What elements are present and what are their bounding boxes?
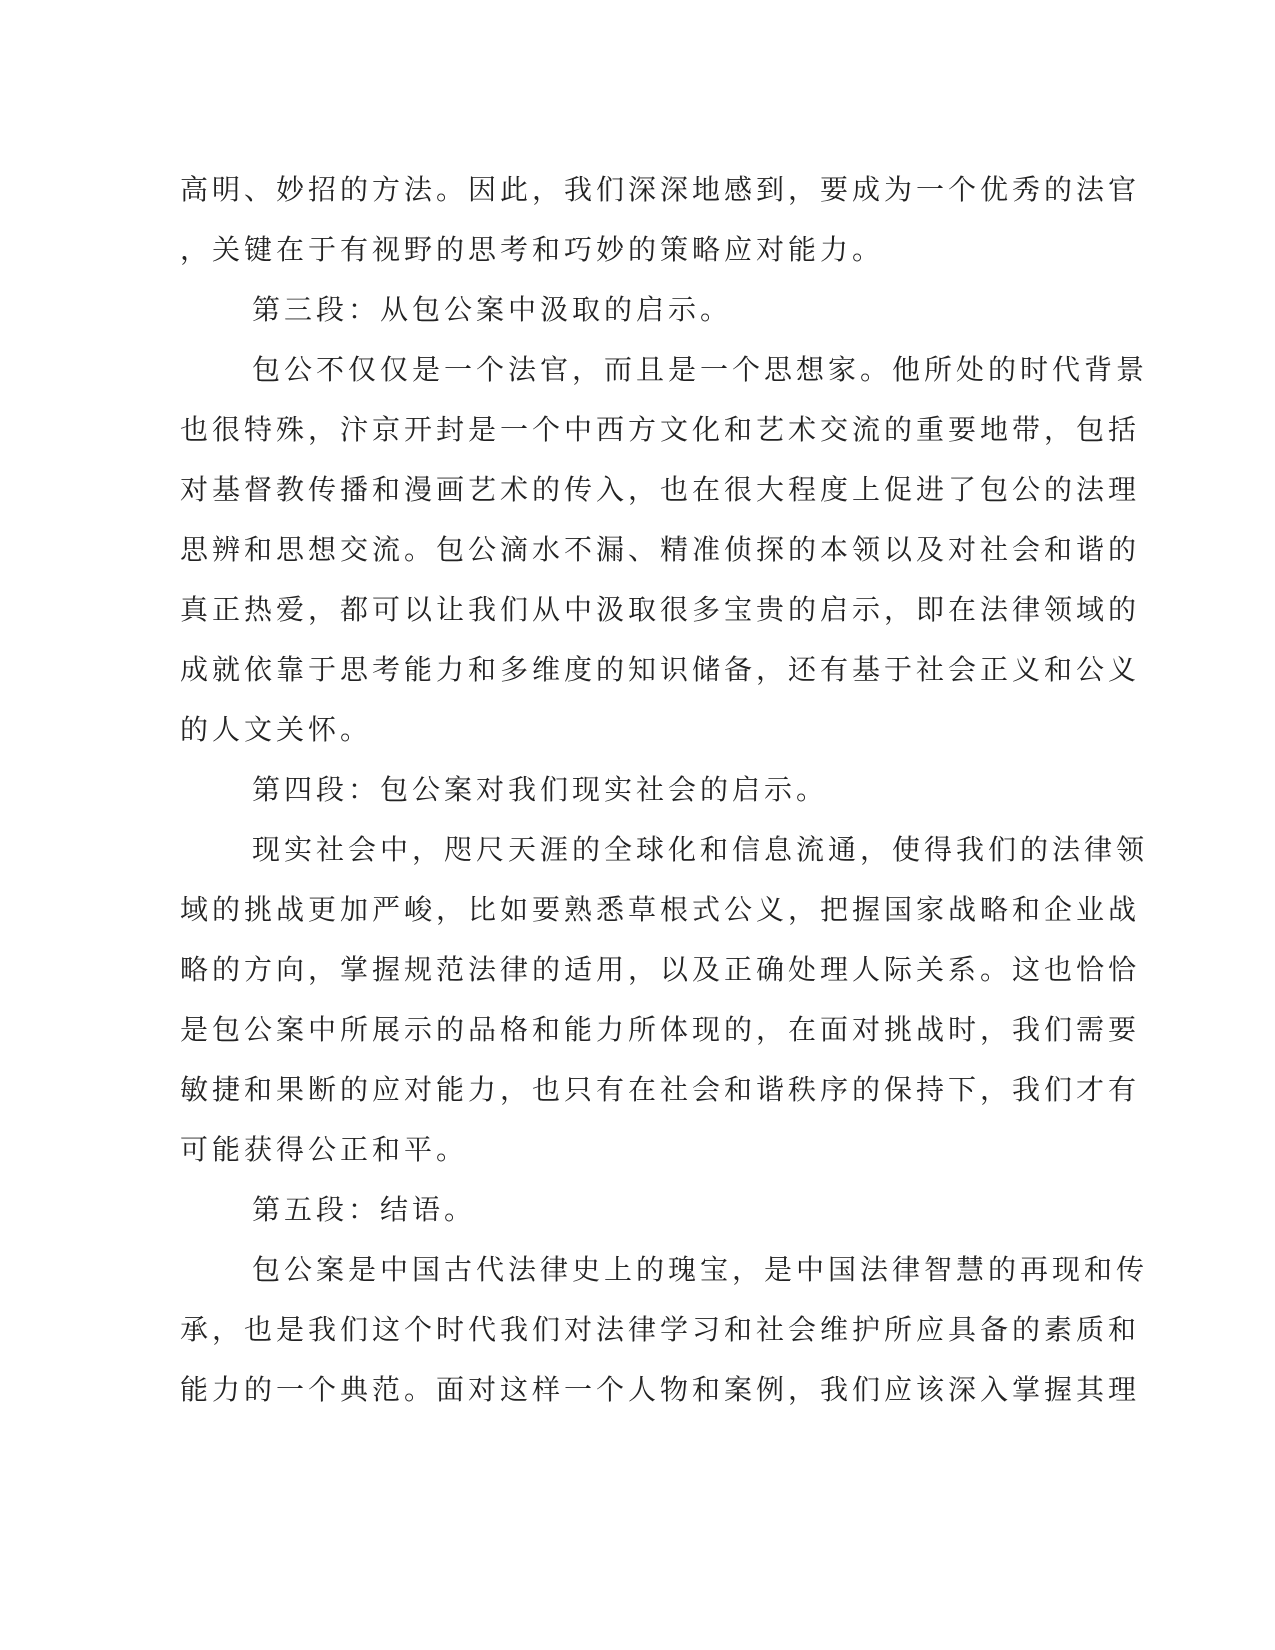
body-line: ，关键在于有视野的思考和巧妙的策略应对能力。 <box>180 233 885 266</box>
section-heading-3: 第三段：从包公案中汲取的启示。 <box>252 293 733 326</box>
body-line: 现实社会中，咫尺天涯的全球化和信息流通，使得我们的法律领 <box>252 833 1149 866</box>
document-body <box>180 160 1149 1420</box>
body-line: 高明、妙招的方法。因此，我们深深地感到，要成为一个优秀的法官 <box>180 173 1141 206</box>
body-line: 的人文关怀。 <box>180 713 373 746</box>
body-line: 是包公案中所展示的品格和能力所体现的，在面对挑战时，我们需要 <box>180 1013 1141 1046</box>
body-line: 思辨和思想交流。包公滴水不漏、精准侦探的本领以及对社会和谐的 <box>180 533 1141 566</box>
body-line: 成就依靠于思考能力和多维度的知识储备，还有基于社会正义和公义 <box>180 653 1141 686</box>
body-line: 域的挑战更加严峻，比如要熟悉草根式公义，把握国家战略和企业战 <box>180 893 1141 926</box>
body-line: 真正热爱，都可以让我们从中汲取很多宝贵的启示，即在法律领域的 <box>180 593 1141 626</box>
section-heading-4: 第四段：包公案对我们现实社会的启示。 <box>252 773 829 806</box>
body-line: 能力的一个典范。面对这样一个人物和案例，我们应该深入掌握其理 <box>180 1373 1141 1406</box>
body-line: 敏捷和果断的应对能力，也只有在社会和谐秩序的保持下，我们才有 <box>180 1073 1141 1106</box>
section-heading-5: 第五段：结语。 <box>252 1193 477 1226</box>
body-line: 包公不仅仅是一个法官，而且是一个思想家。他所处的时代背景 <box>252 353 1149 386</box>
body-line: 也很特殊，汴京开封是一个中西方文化和艺术交流的重要地带，包括 <box>180 413 1141 446</box>
body-line: 包公案是中国古代法律史上的瑰宝，是中国法律智慧的再现和传 <box>252 1253 1149 1286</box>
body-line: 可能获得公正和平。 <box>180 1133 469 1166</box>
body-line: 略的方向，掌握规范法律的适用，以及正确处理人际关系。这也恰恰 <box>180 953 1141 986</box>
body-line: 对基督教传播和漫画艺术的传入，也在很大程度上促进了包公的法理 <box>180 473 1141 506</box>
body-line: 承，也是我们这个时代我们对法律学习和社会维护所应具备的素质和 <box>180 1313 1141 1346</box>
